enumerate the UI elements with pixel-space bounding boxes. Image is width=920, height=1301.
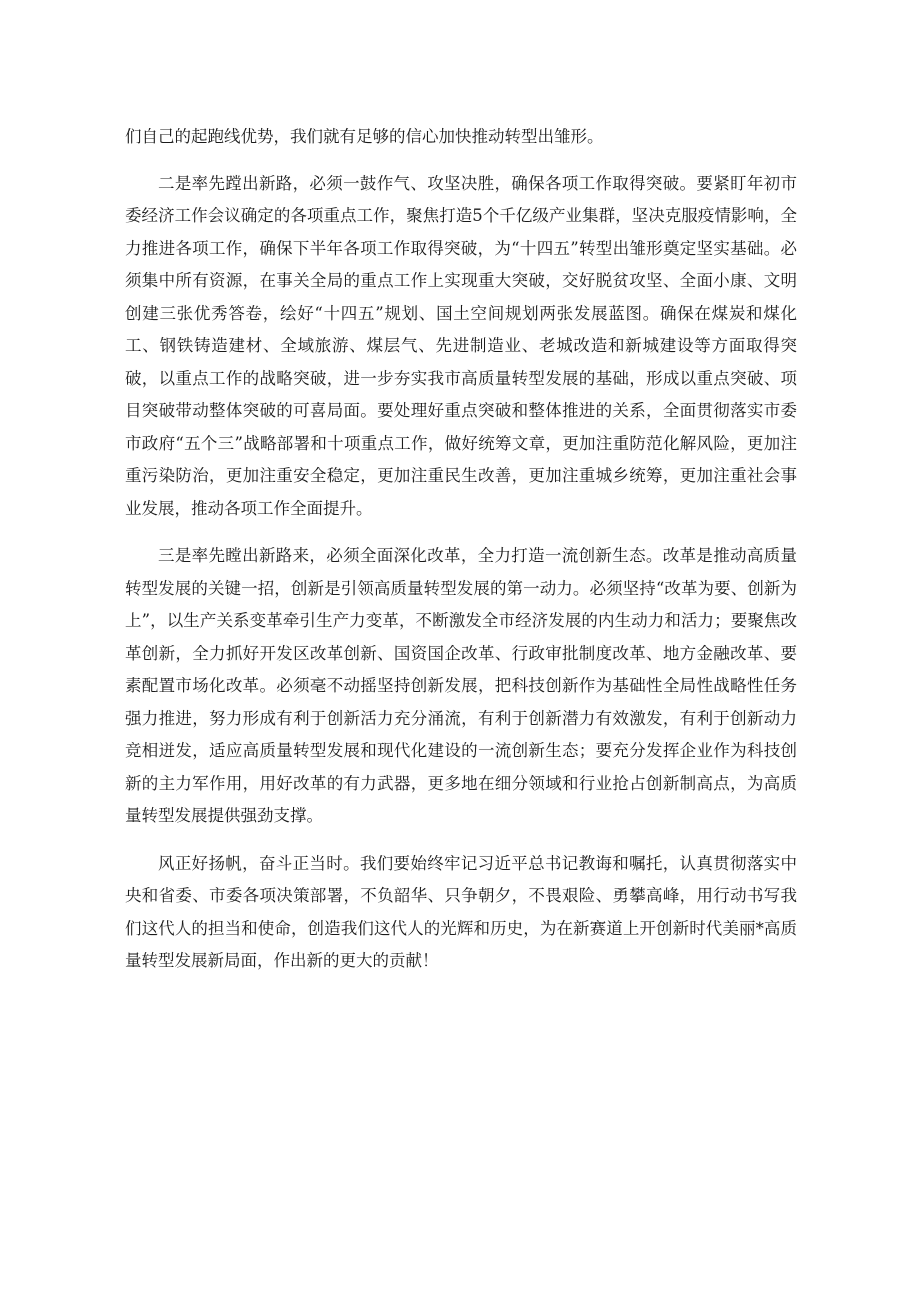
- paragraph-closing: 风正好扬帆，奋斗正当时。我们要始终牢记习近平总书记教诲和嘱托，认真贯彻落实中央和省委、市委各项决策部署，不负韶华、只争朝夕，不畏艰险、勇攀高峰，用行动书写我们这代人的担当和使命，创造我们这代人的光辉和历史，为在新赛道上开创新时代美丽*高质量转型发展新局面，作出新的更大的贡献！: [125, 853, 797, 970]
- paragraph-second-point: 二是率先蹚出新路，必须一鼓作气、攻坚决胜，确保各项工作取得突破。要紧盯年初市委经济工作会议确定的各项重点工作，聚焦打造5个千亿级产业集群，坚决克服疫情影响，全力推进各项工作，确保下半年各项工作取得突破，为“十四五”转型出雏形奠定坚实基础。必须集中所有资源，在事关全局的重点工作上实现重大突破，交好脱贫攻坚、全面小康、文明创建三张优秀答卷，绘好“十四五”规划、国土空间规划两张发展蓝图。确保在煤炭和煤化工、钢铁铸造建材、全域旅游、煤层气、先进制造业、老城改造和新城建设等方面取得突破，以重点工作的战略突破，进一步夯实我市高质量转型发展的基础，形成以重点突破、项目突破带动整体突破的可喜局面。要处理好重点突破和整体推进的关系，全面贯彻落实市委市政府“五个三”战略部署和十项重点工作，做好统筹文章，更加注重防范化解风险，更加注重污染防治，更加注重安全稳定，更加注重民生改善，更加注重城乡统筹，更加注重社会事业发展，推动各项工作全面提升。: [125, 173, 797, 518]
- document-body: [125, 121, 797, 978]
- paragraph-continuation: 们自己的起跑线优势，我们就有足够的信心加快推动转型出雏形。: [125, 127, 604, 146]
- paragraph-third-point: 三是率先瞠出新路来，必须全面深化改革，全力打造一流创新生态。改革是推动高质量转型发展的关键一招，创新是引领高质量转型发展的第一动力。必须坚持“改革为要、创新为上”，以生产关系变革牵引生产力变革，不断激发全市经济发展的内生动力和活力；要聚焦改革创新，全力抓好开发区改革创新、国资国企改革、行政审批制度改革、地方金融改革、要素配置市场化改革。必须毫不动摇坚持创新发展，把科技创新作为基础性全局性战略性任务强力推进，努力形成有利于创新活力充分涌流，有利于创新潜力有效激发，有利于创新动力竞相迸发，适应高质量转型发展和现代化建设的一流创新生态；要充分发挥企业作为科技创新的主力军作用，用好改革的有力武器，更多地在细分领域和行业抢占创新制高点，为高质量转型发展提供强劲支撑。: [125, 546, 797, 825]
